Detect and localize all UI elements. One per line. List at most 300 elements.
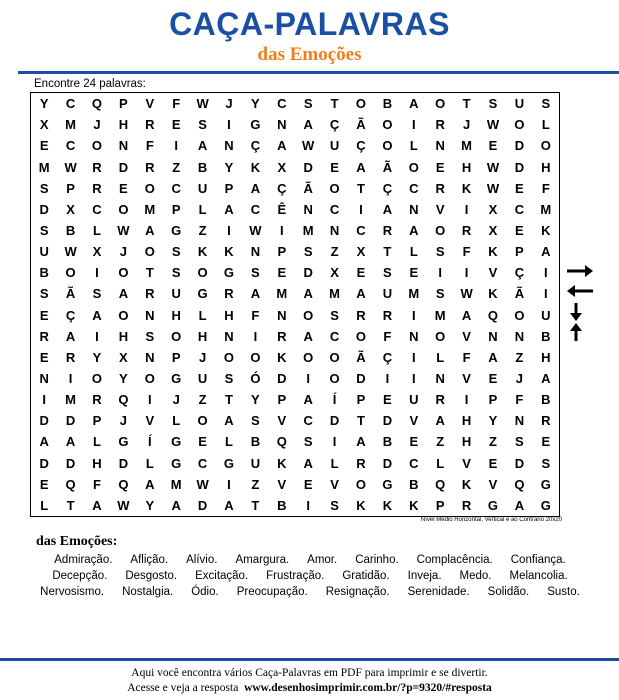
grid-cell[interactable]: Ç: [514, 265, 525, 281]
grid-cell[interactable]: I: [543, 286, 548, 302]
grid-cell[interactable]: Z: [489, 434, 497, 450]
grid-cell[interactable]: A: [356, 434, 366, 450]
grid-cell[interactable]: O: [382, 117, 393, 133]
grid-cell[interactable]: Ã: [303, 180, 313, 196]
grid-cell[interactable]: R: [145, 159, 155, 175]
grid-cell[interactable]: L: [93, 222, 101, 238]
grid-cell[interactable]: G: [118, 434, 129, 450]
grid-cell[interactable]: K: [461, 476, 472, 492]
grid-cell[interactable]: L: [40, 497, 49, 513]
grid-cell[interactable]: W: [302, 138, 315, 154]
grid-cell[interactable]: O: [223, 349, 235, 365]
grid-cell[interactable]: U: [329, 138, 340, 154]
grid-cell[interactable]: X: [330, 265, 339, 281]
grid-cell[interactable]: S: [541, 455, 551, 471]
grid-cell[interactable]: I: [332, 434, 337, 450]
grid-cell[interactable]: I: [95, 265, 99, 281]
grid-cell[interactable]: P: [435, 497, 445, 513]
grid-cell[interactable]: D: [39, 413, 49, 429]
grid-cell[interactable]: B: [65, 222, 76, 238]
grid-cell[interactable]: O: [197, 413, 208, 429]
grid-cell[interactable]: I: [306, 371, 310, 387]
grid-cell[interactable]: P: [92, 413, 102, 429]
grid-cell[interactable]: L: [145, 455, 154, 471]
grid-cell[interactable]: I: [253, 328, 258, 344]
grid-cell[interactable]: G: [540, 497, 551, 513]
grid-cell[interactable]: I: [385, 371, 390, 387]
grid-cell[interactable]: G: [540, 476, 551, 492]
grid-cell[interactable]: U: [171, 286, 181, 302]
grid-cell[interactable]: I: [306, 497, 310, 513]
grid-cell[interactable]: I: [411, 371, 416, 387]
grid-cell[interactable]: A: [92, 497, 102, 513]
grid-cell[interactable]: K: [277, 349, 287, 365]
grid-cell[interactable]: C: [409, 455, 419, 471]
grid-cell[interactable]: H: [461, 434, 472, 450]
grid-cell[interactable]: S: [251, 413, 260, 429]
grid-cell[interactable]: R: [435, 180, 445, 196]
grid-cell[interactable]: A: [356, 159, 366, 175]
grid-cell[interactable]: K: [488, 286, 498, 302]
grid-cell[interactable]: I: [359, 201, 363, 217]
grid-cell[interactable]: G: [171, 371, 182, 387]
grid-cell[interactable]: O: [144, 371, 155, 387]
grid-cell[interactable]: Ç: [329, 117, 340, 133]
grid-cell[interactable]: Y: [145, 497, 155, 513]
grid-cell[interactable]: C: [197, 455, 208, 471]
grid-cell[interactable]: W: [486, 180, 500, 196]
grid-cell[interactable]: S: [515, 434, 524, 450]
grid-cell[interactable]: O: [171, 328, 182, 344]
grid-cell[interactable]: D: [39, 455, 49, 471]
grid-cell[interactable]: E: [409, 265, 419, 281]
grid-cell[interactable]: U: [250, 455, 261, 471]
grid-cell[interactable]: F: [541, 180, 550, 196]
grid-cell[interactable]: Q: [118, 392, 129, 408]
grid-cell[interactable]: H: [461, 159, 472, 175]
grid-cell[interactable]: O: [355, 476, 367, 492]
grid-cell[interactable]: N: [435, 371, 445, 387]
grid-cell[interactable]: Y: [119, 371, 128, 387]
grid-cell[interactable]: Z: [251, 476, 260, 492]
grid-cell[interactable]: T: [66, 497, 75, 513]
grid-cell[interactable]: A: [303, 117, 313, 133]
grid-cell[interactable]: U: [382, 286, 393, 302]
grid-cell[interactable]: U: [197, 180, 208, 196]
grid-cell[interactable]: G: [382, 476, 393, 492]
grid-cell[interactable]: U: [514, 96, 525, 112]
grid-cell[interactable]: A: [277, 138, 287, 154]
grid-cell[interactable]: I: [438, 265, 442, 281]
grid-cell[interactable]: A: [541, 371, 551, 387]
grid-cell[interactable]: C: [171, 180, 181, 196]
grid-cell[interactable]: I: [411, 349, 416, 365]
grid-cell[interactable]: K: [488, 244, 498, 260]
grid-cell[interactable]: X: [277, 159, 287, 175]
grid-cell[interactable]: J: [198, 349, 207, 365]
grid-cell[interactable]: C: [303, 413, 313, 429]
grid-cell[interactable]: E: [515, 222, 524, 238]
grid-cell[interactable]: A: [250, 286, 261, 302]
grid-cell[interactable]: R: [92, 159, 102, 175]
grid-cell[interactable]: R: [224, 286, 234, 302]
grid-cell[interactable]: V: [145, 413, 155, 429]
grid-cell[interactable]: E: [198, 434, 207, 450]
grid-cell[interactable]: A: [409, 96, 419, 112]
grid-cell[interactable]: O: [329, 371, 340, 387]
grid-cell[interactable]: V: [409, 413, 419, 429]
grid-cell[interactable]: R: [92, 392, 102, 408]
grid-cell[interactable]: V: [435, 201, 445, 217]
grid-cell[interactable]: Ó: [250, 371, 261, 387]
grid-cell[interactable]: F: [251, 307, 260, 323]
grid-cell[interactable]: Ç: [277, 180, 287, 196]
grid-cell[interactable]: E: [541, 434, 551, 450]
grid-cell[interactable]: P: [356, 392, 366, 408]
grid-cell[interactable]: H: [92, 455, 102, 471]
grid-cell[interactable]: L: [93, 434, 101, 450]
grid-cell[interactable]: C: [92, 201, 102, 217]
grid-cell[interactable]: A: [65, 434, 76, 450]
grid-cell[interactable]: R: [382, 307, 393, 323]
grid-cell[interactable]: H: [171, 307, 181, 323]
grid-cell[interactable]: U: [39, 244, 49, 260]
grid-cell[interactable]: F: [383, 328, 392, 344]
grid-cell[interactable]: N: [39, 371, 49, 387]
grid-cell[interactable]: A: [514, 497, 525, 513]
grid-cell[interactable]: H: [197, 328, 208, 344]
grid-cell[interactable]: B: [382, 96, 393, 112]
grid-cell[interactable]: K: [409, 497, 419, 513]
grid-cell[interactable]: K: [197, 244, 208, 260]
grid-cell[interactable]: F: [145, 138, 154, 154]
grid-cell[interactable]: N: [488, 328, 498, 344]
grid-cell[interactable]: R: [461, 497, 472, 513]
grid-cell[interactable]: W: [117, 497, 130, 513]
grid-cell[interactable]: K: [224, 244, 234, 260]
grid-cell[interactable]: E: [119, 180, 128, 196]
grid-cell[interactable]: V: [462, 328, 471, 344]
grid-cell[interactable]: Y: [39, 96, 49, 112]
grid-cell[interactable]: J: [119, 413, 127, 429]
grid-cell[interactable]: K: [250, 159, 261, 175]
grid-cell[interactable]: E: [277, 265, 287, 281]
grid-cell[interactable]: L: [436, 455, 445, 471]
grid-cell[interactable]: E: [171, 117, 181, 133]
grid-cell[interactable]: Y: [251, 96, 260, 112]
grid-cell[interactable]: E: [488, 138, 498, 154]
grid-cell[interactable]: J: [462, 117, 471, 133]
grid-cell[interactable]: O: [435, 328, 446, 344]
grid-cell[interactable]: C: [65, 96, 76, 112]
grid-cell[interactable]: R: [435, 392, 445, 408]
grid-cell[interactable]: O: [408, 159, 419, 175]
grid-cell[interactable]: S: [39, 180, 49, 196]
grid-cell[interactable]: G: [223, 455, 235, 471]
grid-cell[interactable]: D: [303, 265, 313, 281]
grid-cell[interactable]: W: [249, 222, 262, 238]
grid-cell[interactable]: A: [435, 413, 445, 429]
grid-cell[interactable]: Ç: [250, 138, 261, 154]
grid-cell[interactable]: D: [382, 455, 393, 471]
grid-cell[interactable]: S: [330, 497, 339, 513]
grid-cell[interactable]: J: [225, 96, 233, 112]
grid-cell[interactable]: H: [461, 413, 472, 429]
grid-cell[interactable]: N: [250, 244, 261, 260]
grid-cell[interactable]: R: [92, 180, 102, 196]
grid-cell[interactable]: X: [66, 201, 75, 217]
grid-cell[interactable]: Q: [435, 476, 446, 492]
grid-cell[interactable]: Ç: [65, 307, 76, 323]
grid-cell[interactable]: R: [435, 117, 445, 133]
grid-cell[interactable]: V: [277, 476, 287, 492]
grid-cell[interactable]: O: [355, 328, 367, 344]
grid-cell[interactable]: A: [541, 244, 551, 260]
grid-cell[interactable]: S: [171, 244, 181, 260]
grid-cell[interactable]: L: [409, 244, 418, 260]
grid-cell[interactable]: Q: [276, 434, 287, 450]
grid-cell[interactable]: B: [541, 328, 551, 344]
grid-cell[interactable]: Í: [332, 392, 337, 408]
grid-cell[interactable]: X: [356, 244, 366, 260]
grid-cell[interactable]: H: [224, 307, 234, 323]
grid-cell[interactable]: Z: [198, 222, 207, 238]
grid-cell[interactable]: S: [383, 265, 392, 281]
grid-cell[interactable]: I: [464, 201, 469, 217]
grid-cell[interactable]: T: [251, 497, 260, 513]
grid-cell[interactable]: J: [93, 117, 101, 133]
grid-cell[interactable]: H: [118, 328, 129, 344]
grid-cell[interactable]: A: [224, 497, 234, 513]
grid-cell[interactable]: S: [435, 286, 445, 302]
grid-cell[interactable]: O: [329, 180, 340, 196]
grid-cell[interactable]: M: [170, 476, 182, 492]
grid-cell[interactable]: N: [514, 328, 525, 344]
grid-cell[interactable]: E: [488, 371, 498, 387]
grid-cell[interactable]: D: [118, 159, 129, 175]
grid-cell[interactable]: Ê: [277, 201, 287, 217]
grid-cell[interactable]: Z: [436, 434, 445, 450]
grid-cell[interactable]: G: [171, 434, 182, 450]
grid-cell[interactable]: W: [460, 286, 473, 302]
grid-cell[interactable]: J: [515, 371, 523, 387]
grid-cell[interactable]: Y: [251, 392, 260, 408]
grid-cell[interactable]: Q: [118, 476, 129, 492]
grid-cell[interactable]: C: [65, 138, 76, 154]
grid-cell[interactable]: X: [488, 201, 498, 217]
grid-cell[interactable]: A: [303, 455, 313, 471]
grid-cell[interactable]: N: [409, 201, 419, 217]
grid-cell[interactable]: S: [435, 244, 445, 260]
grid-cell[interactable]: M: [302, 222, 314, 238]
grid-cell[interactable]: T: [330, 96, 339, 112]
grid-cell[interactable]: R: [356, 455, 366, 471]
grid-cell[interactable]: N: [224, 138, 234, 154]
grid-cell[interactable]: I: [227, 476, 231, 492]
grid-cell[interactable]: Ã: [356, 117, 366, 133]
grid-cell[interactable]: A: [303, 392, 313, 408]
grid-cell[interactable]: O: [382, 138, 393, 154]
grid-cell[interactable]: L: [436, 349, 445, 365]
grid-cell[interactable]: V: [145, 96, 155, 112]
grid-cell[interactable]: Ã: [382, 159, 393, 175]
grid-cell[interactable]: T: [145, 265, 154, 281]
grid-cell[interactable]: N: [514, 413, 525, 429]
grid-cell[interactable]: P: [171, 201, 181, 217]
grid-cell[interactable]: A: [39, 434, 49, 450]
grid-cell[interactable]: B: [541, 392, 551, 408]
grid-cell[interactable]: S: [303, 244, 313, 260]
grid-cell[interactable]: O: [540, 138, 551, 154]
grid-cell[interactable]: A: [461, 307, 472, 323]
grid-cell[interactable]: S: [171, 265, 181, 281]
grid-cell[interactable]: R: [65, 349, 76, 365]
grid-cell[interactable]: M: [408, 286, 420, 302]
grid-cell[interactable]: D: [356, 371, 366, 387]
grid-cell[interactable]: N: [329, 222, 340, 238]
grid-cell[interactable]: L: [172, 413, 181, 429]
grid-cell[interactable]: W: [486, 159, 500, 175]
grid-cell[interactable]: A: [488, 349, 498, 365]
grid-cell[interactable]: S: [39, 286, 49, 302]
grid-cell[interactable]: G: [223, 265, 235, 281]
grid-cell[interactable]: D: [303, 159, 313, 175]
grid-cell[interactable]: L: [198, 307, 207, 323]
grid-cell[interactable]: A: [224, 201, 234, 217]
grid-cell[interactable]: O: [514, 307, 525, 323]
grid-cell[interactable]: A: [356, 286, 366, 302]
grid-cell[interactable]: B: [409, 476, 419, 492]
grid-cell[interactable]: A: [303, 286, 313, 302]
grid-cell[interactable]: A: [145, 222, 155, 238]
grid-cell[interactable]: I: [68, 371, 73, 387]
grid-cell[interactable]: O: [144, 180, 155, 196]
grid-cell[interactable]: I: [227, 222, 231, 238]
grid-cell[interactable]: P: [119, 96, 128, 112]
grid-cell[interactable]: U: [541, 307, 551, 323]
grid-cell[interactable]: N: [118, 138, 129, 154]
grid-cell[interactable]: Ç: [356, 138, 366, 154]
grid-cell[interactable]: V: [488, 476, 498, 492]
grid-cell[interactable]: K: [356, 497, 366, 513]
grid-cell[interactable]: O: [118, 201, 129, 217]
grid-cell[interactable]: N: [409, 328, 419, 344]
grid-cell[interactable]: B: [250, 434, 261, 450]
grid-cell[interactable]: X: [488, 222, 498, 238]
grid-cell[interactable]: V: [462, 455, 471, 471]
grid-cell[interactable]: M: [329, 286, 341, 302]
grid-cell[interactable]: I: [411, 307, 416, 323]
grid-cell[interactable]: L: [198, 201, 207, 217]
grid-cell[interactable]: P: [171, 349, 181, 365]
grid-cell[interactable]: O: [65, 265, 76, 281]
grid-cell[interactable]: Ã: [356, 349, 366, 365]
grid-cell[interactable]: W: [196, 96, 209, 112]
grid-cell[interactable]: I: [147, 392, 152, 408]
grid-cell[interactable]: Ã: [65, 286, 76, 302]
grid-cell[interactable]: B: [39, 265, 49, 281]
grid-cell[interactable]: E: [383, 392, 392, 408]
grid-cell[interactable]: E: [515, 180, 524, 196]
grid-cell[interactable]: D: [514, 159, 525, 175]
grid-cell[interactable]: O: [91, 138, 103, 154]
grid-cell[interactable]: I: [227, 117, 231, 133]
grid-cell[interactable]: M: [461, 138, 473, 154]
grid-cell[interactable]: T: [383, 244, 392, 260]
grid-cell[interactable]: A: [197, 138, 208, 154]
grid-cell[interactable]: U: [409, 392, 419, 408]
grid-cell[interactable]: O: [514, 117, 525, 133]
grid-cell[interactable]: N: [145, 349, 155, 365]
grid-cell[interactable]: O: [329, 349, 340, 365]
grid-cell[interactable]: L: [409, 138, 418, 154]
grid-cell[interactable]: I: [464, 265, 469, 281]
grid-cell[interactable]: A: [118, 286, 129, 302]
grid-cell[interactable]: D: [382, 413, 393, 429]
grid-cell[interactable]: T: [357, 413, 365, 429]
grid-cell[interactable]: S: [92, 286, 102, 302]
grid-cell[interactable]: S: [145, 328, 155, 344]
grid-cell[interactable]: N: [224, 328, 234, 344]
grid-cell[interactable]: S: [303, 434, 313, 450]
grid-cell[interactable]: C: [409, 180, 419, 196]
grid-cell[interactable]: I: [95, 328, 99, 344]
grid-cell[interactable]: M: [65, 117, 77, 133]
grid-cell[interactable]: N: [277, 307, 287, 323]
grid-cell[interactable]: W: [117, 222, 130, 238]
grid-cell[interactable]: Q: [65, 476, 76, 492]
grid-cell[interactable]: G: [250, 117, 261, 133]
grid-cell[interactable]: J: [119, 244, 127, 260]
grid-cell[interactable]: H: [118, 117, 129, 133]
grid-cell[interactable]: Ç: [382, 180, 393, 196]
grid-cell[interactable]: C: [514, 201, 525, 217]
grid-cell[interactable]: A: [92, 307, 102, 323]
grid-cell[interactable]: G: [197, 286, 208, 302]
grid-cell[interactable]: O: [197, 265, 208, 281]
grid-cell[interactable]: D: [277, 371, 287, 387]
grid-cell[interactable]: Q: [487, 307, 499, 323]
grid-cell[interactable]: E: [39, 138, 49, 154]
grid-cell[interactable]: N: [303, 201, 313, 217]
grid-cell[interactable]: C: [277, 96, 287, 112]
grid-cell[interactable]: S: [330, 307, 339, 323]
grid-cell[interactable]: W: [64, 159, 77, 175]
grid-cell[interactable]: C: [329, 201, 340, 217]
grid-cell[interactable]: A: [171, 497, 181, 513]
grid-cell[interactable]: M: [540, 201, 552, 217]
grid-cell[interactable]: E: [435, 159, 445, 175]
grid-cell[interactable]: E: [39, 307, 49, 323]
grid-cell[interactable]: P: [66, 180, 75, 196]
grid-cell[interactable]: O: [435, 222, 446, 238]
grid-cell[interactable]: X: [119, 349, 128, 365]
grid-cell[interactable]: F: [172, 96, 181, 112]
grid-cell[interactable]: M: [65, 392, 77, 408]
grid-cell[interactable]: R: [541, 413, 551, 429]
grid-cell[interactable]: A: [409, 222, 419, 238]
grid-cell[interactable]: N: [145, 307, 155, 323]
grid-cell[interactable]: B: [277, 497, 287, 513]
grid-cell[interactable]: E: [39, 476, 49, 492]
grid-cell[interactable]: P: [277, 392, 287, 408]
grid-cell[interactable]: Q: [91, 96, 103, 112]
grid-cell[interactable]: Ç: [382, 349, 393, 365]
grid-cell[interactable]: F: [462, 349, 471, 365]
grid-cell[interactable]: P: [224, 180, 234, 196]
grid-cell[interactable]: S: [251, 265, 260, 281]
grid-cell[interactable]: P: [277, 244, 287, 260]
